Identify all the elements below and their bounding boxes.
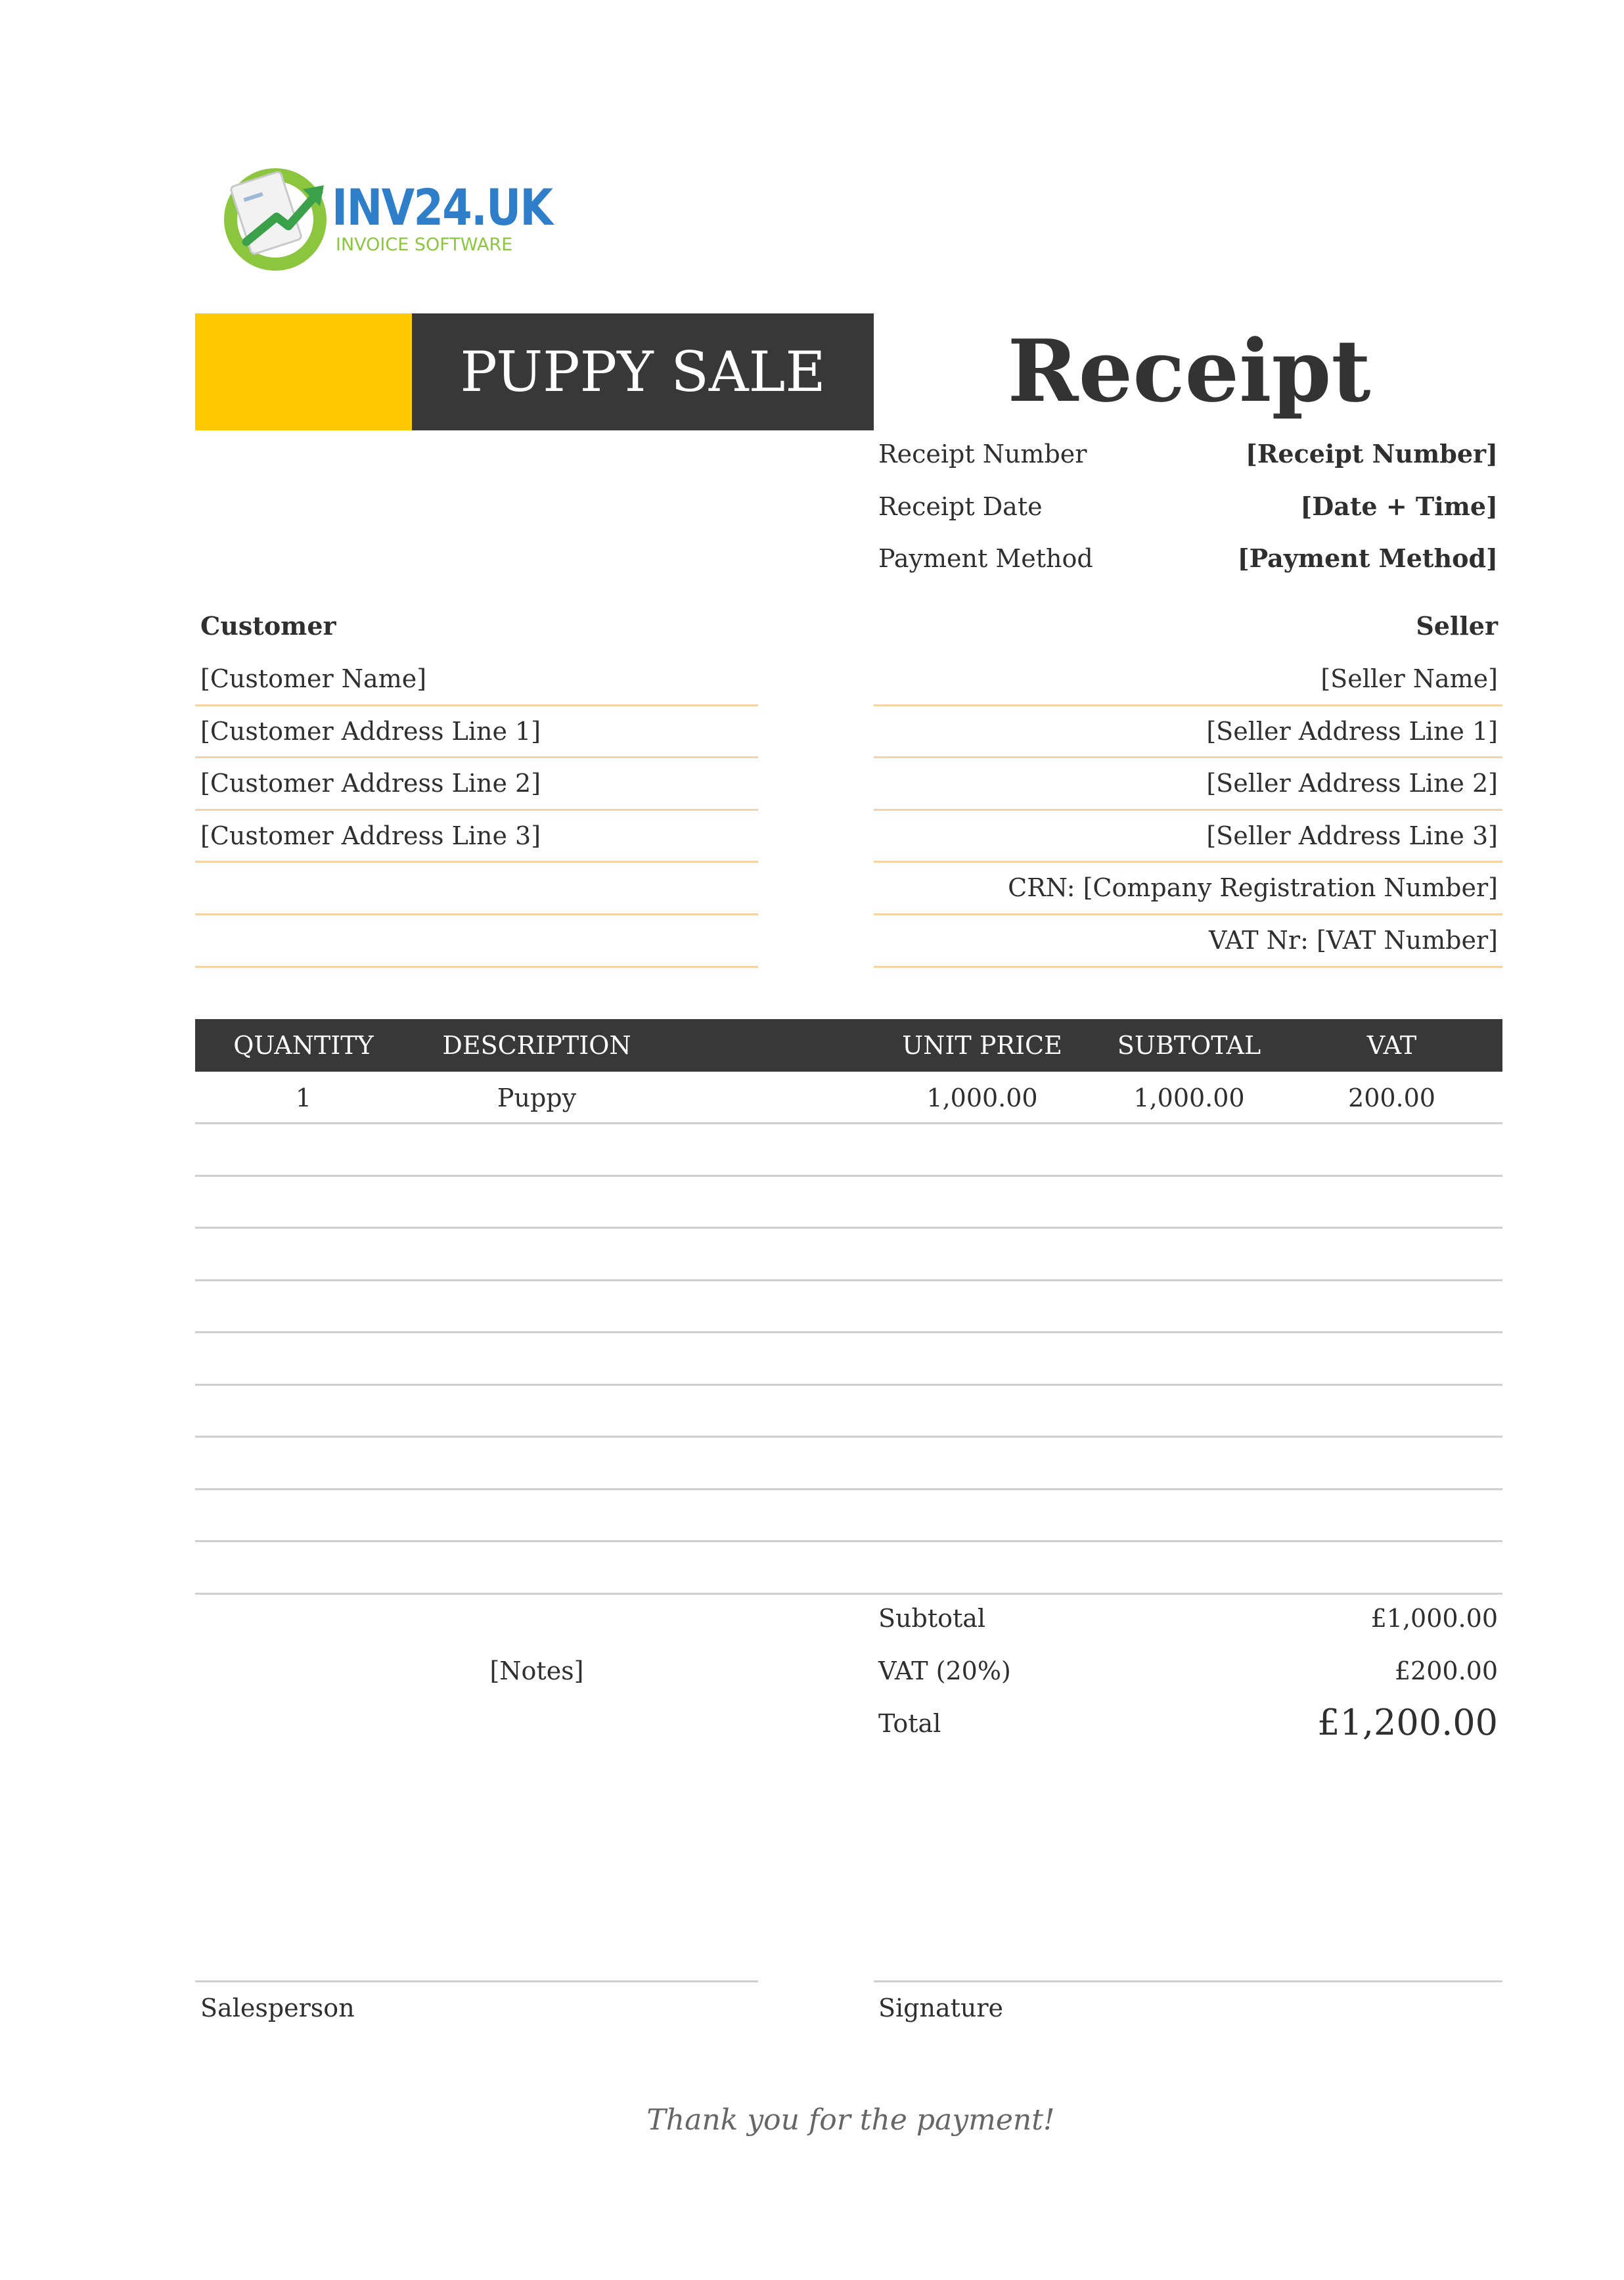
table-row-rule <box>195 1488 1502 1490</box>
customer-rule <box>195 913 758 915</box>
total-value: £1,200.00 <box>1317 1702 1498 1743</box>
signature-line <box>874 1980 1502 1982</box>
company-logo <box>220 163 553 275</box>
customer-rule <box>195 809 758 811</box>
signature-label: Signature <box>878 1994 1004 2022</box>
payment-method-label: Payment Method <box>878 544 1093 573</box>
customer-address-line-2: [Customer Address Line 2] <box>200 769 541 798</box>
table-row-rule <box>195 1436 1502 1438</box>
seller-rule <box>874 704 1502 706</box>
customer-rule <box>195 704 758 706</box>
table-row-rule <box>195 1279 1502 1281</box>
table-row-rule <box>195 1122 1502 1124</box>
business-name: PUPPY SALE <box>460 340 826 404</box>
item-subtotal: 1,000.00 <box>1133 1083 1245 1112</box>
receipt-number-label: Receipt Number <box>878 440 1087 468</box>
seller-rule <box>874 809 1502 811</box>
column-header-description: DESCRIPTION <box>442 1031 631 1060</box>
item-description: Puppy <box>497 1083 577 1112</box>
column-header-quantity: QUANTITY <box>233 1031 374 1060</box>
seller-address-line-2: [Seller Address Line 2] <box>1206 769 1498 798</box>
accent-block <box>195 313 412 430</box>
payment-method-value: [Payment Method] <box>1237 543 1498 573</box>
subtotal-value: £1,000.00 <box>1370 1604 1498 1633</box>
logo-brand: INV24.UK <box>332 178 553 237</box>
item-unit-price: 1,000.00 <box>926 1083 1038 1112</box>
column-header-unit-price: UNIT PRICE <box>902 1031 1062 1060</box>
logo-tagline: INVOICE SOFTWARE <box>336 235 513 255</box>
receipt-date-value: [Date + Time] <box>1300 491 1498 521</box>
logo-graphic <box>220 163 332 275</box>
table-row-rule <box>195 1227 1502 1229</box>
customer-rule <box>195 861 758 863</box>
notes: [Notes] <box>489 1656 584 1685</box>
seller-rule <box>874 861 1502 863</box>
seller-company-registration: CRN: [Company Registration Number] <box>1008 873 1498 902</box>
vat-value: £200.00 <box>1394 1656 1498 1685</box>
receipt-date-label: Receipt Date <box>878 492 1043 521</box>
salesperson-line <box>195 1980 758 1982</box>
seller-vat-number: VAT Nr: [VAT Number] <box>1209 926 1498 955</box>
salesperson-label: Salesperson <box>200 1994 355 2022</box>
seller-heading: Seller <box>1416 611 1498 641</box>
receipt-number-value: [Receipt Number] <box>1245 439 1498 468</box>
table-row-rule <box>195 1331 1502 1333</box>
customer-rule <box>195 966 758 968</box>
seller-address-line-1: [Seller Address Line 1] <box>1206 717 1498 746</box>
total-label: Total <box>878 1709 941 1738</box>
subtotal-label: Subtotal <box>878 1604 986 1633</box>
customer-name: [Customer Name] <box>200 664 427 693</box>
seller-address-line-3: [Seller Address Line 3] <box>1206 821 1498 850</box>
items-table-header <box>195 1019 1502 1072</box>
document-title: Receipt <box>1007 321 1371 421</box>
item-vat: 200.00 <box>1348 1083 1435 1112</box>
table-row-rule <box>195 1175 1502 1177</box>
seller-name: [Seller Name] <box>1320 664 1498 693</box>
table-row-rule <box>195 1384 1502 1386</box>
seller-rule <box>874 966 1502 968</box>
table-row-rule <box>195 1540 1502 1542</box>
customer-rule <box>195 756 758 758</box>
customer-heading: Customer <box>200 611 336 641</box>
column-header-vat: VAT <box>1366 1031 1417 1060</box>
seller-rule <box>874 756 1502 758</box>
column-header-subtotal: SUBTOTAL <box>1117 1031 1261 1060</box>
customer-address-line-1: [Customer Address Line 1] <box>200 717 541 746</box>
table-row-rule <box>195 1593 1502 1595</box>
seller-rule <box>874 913 1502 915</box>
thank-you-message: Thank you for the payment! <box>646 2103 1055 2137</box>
item-quantity: 1 <box>295 1083 312 1112</box>
customer-address-line-3: [Customer Address Line 3] <box>200 821 541 850</box>
vat-label: VAT (20%) <box>878 1656 1011 1685</box>
